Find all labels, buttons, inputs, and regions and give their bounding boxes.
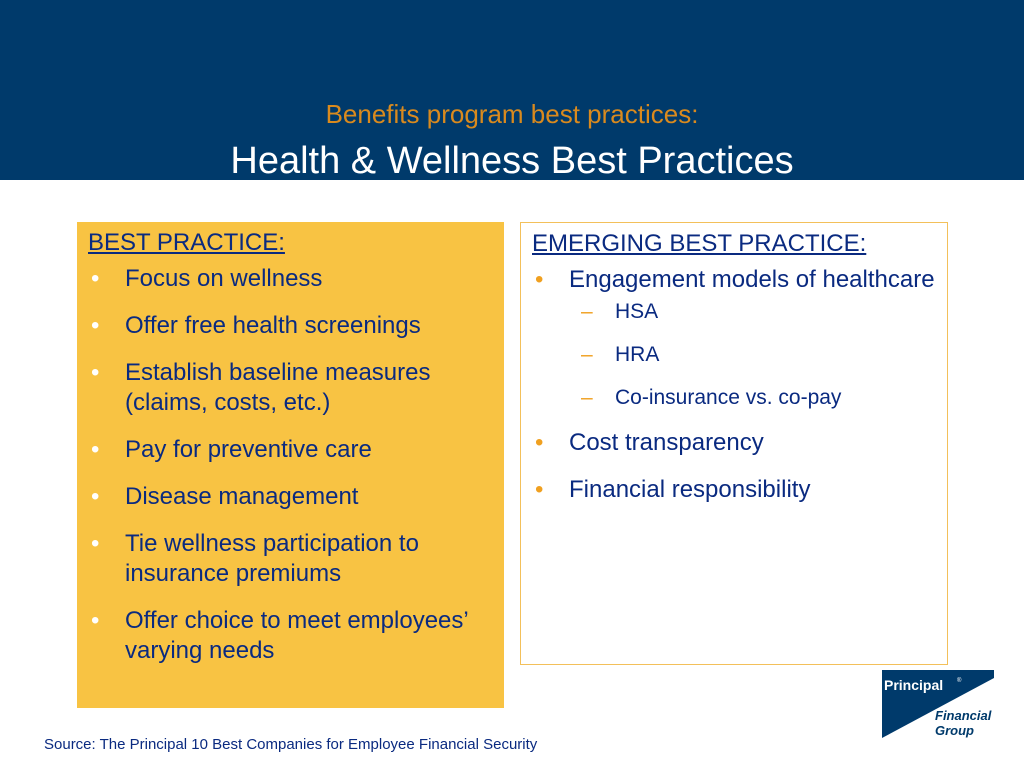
sub-list-item — [569, 342, 937, 368]
list-item-text: Tie wellness participation to insurance premiums — [125, 530, 419, 587]
list-item — [88, 435, 494, 465]
emerging-practice-panel — [520, 222, 948, 665]
bullet-icon: • — [91, 483, 100, 510]
logo-registered-mark: ® — [957, 678, 962, 684]
source-citation: Source: The Principal 10 Best Companies for Employee Financial Security — [44, 736, 538, 753]
bullet-icon: • — [535, 476, 544, 503]
bullet-icon: • — [91, 436, 100, 463]
dash-icon: – — [581, 343, 593, 366]
bullet-icon: • — [91, 312, 100, 339]
list-item-text: Offer choice to meet employees’ varying needs — [125, 607, 468, 664]
list-item — [88, 482, 494, 512]
list-item-text: Financial responsibility — [569, 476, 811, 503]
dash-icon: – — [581, 300, 593, 323]
list-item — [88, 529, 494, 589]
emerging-practice-heading: EMERGING BEST PRACTICE: — [532, 230, 867, 257]
list-item — [88, 311, 494, 341]
logo-financial-text: Financial — [935, 708, 992, 723]
best-practice-panel — [77, 222, 504, 708]
dash-icon: – — [581, 386, 593, 409]
list-item-text: Offer free health screenings — [125, 312, 421, 339]
header-banner — [0, 0, 1024, 180]
bullet-icon: • — [91, 530, 100, 557]
sub-list-item — [569, 385, 937, 411]
logo-principal-text: Principal — [884, 677, 944, 693]
list-item-text: Engagement models of healthcare — [569, 266, 935, 293]
principal-financial-group-logo — [880, 668, 996, 740]
list-item — [88, 264, 494, 294]
bullet-icon: • — [535, 429, 544, 456]
list-item-text: Disease management — [125, 483, 359, 510]
sub-list-item-text: Co-insurance vs. co-pay — [615, 386, 842, 409]
bullet-icon: • — [535, 266, 544, 293]
best-practice-heading: BEST PRACTICE: — [88, 229, 285, 256]
list-item — [532, 428, 937, 458]
list-item-text: Cost transparency — [569, 429, 764, 456]
list-item — [532, 265, 937, 411]
list-item — [532, 475, 937, 505]
emerging-practice-list — [532, 265, 937, 505]
slide-subtitle: Benefits program best practices: — [325, 99, 699, 129]
list-item — [88, 606, 494, 666]
best-practice-list — [88, 264, 494, 666]
sub-list — [569, 299, 937, 411]
sub-list-item-text: HRA — [615, 343, 660, 366]
list-item-text: Pay for preventive care — [125, 436, 372, 463]
bullet-icon: • — [91, 359, 100, 386]
bullet-icon: • — [91, 607, 100, 634]
list-item-text: Focus on wellness — [125, 265, 323, 292]
logo-group-text: Group — [935, 723, 974, 738]
slide-title: Health & Wellness Best Practices — [230, 140, 794, 182]
bullet-icon: • — [91, 265, 100, 292]
sub-list-item — [569, 299, 937, 325]
list-item-text: Establish baseline measures (claims, costs, etc.) — [125, 359, 431, 416]
sub-list-item-text: HSA — [615, 300, 659, 323]
list-item — [88, 358, 494, 418]
